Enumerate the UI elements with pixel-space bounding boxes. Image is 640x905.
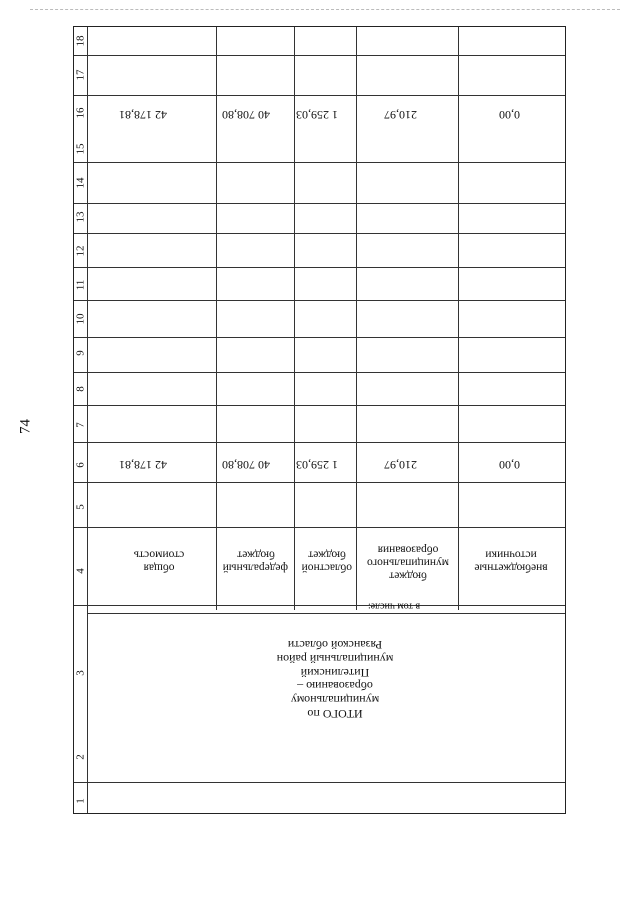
col-number: 7 — [74, 422, 87, 428]
col-divider — [87, 613, 565, 614]
col-number: 3 — [74, 670, 87, 676]
col-divider — [74, 95, 565, 96]
col-number: 9 — [74, 350, 87, 356]
col-number: 5 — [74, 504, 87, 510]
col-number: 6 — [74, 462, 87, 468]
col-divider — [74, 442, 565, 443]
col-divider — [74, 527, 565, 528]
col-number: 15 — [74, 143, 87, 155]
cell-col6: 210,97 — [384, 458, 417, 472]
cell-col6: 40 708,80 — [222, 458, 270, 472]
col-number: 11 — [74, 279, 87, 291]
col-divider — [74, 782, 565, 783]
col-number: 16 — [74, 107, 87, 119]
cell-col6: 0,00 — [499, 458, 520, 472]
col-divider — [74, 267, 565, 268]
col-number: 13 — [74, 211, 87, 223]
cell-col6: 42 178,81 — [119, 458, 167, 472]
total-title: ИТОГО по муниципальному образованию – Пителинский муниципальный район Рязанской области — [276, 637, 394, 721]
col-divider — [74, 55, 565, 56]
col-number: 8 — [74, 386, 87, 392]
row-label: внебюджетные источники — [474, 548, 548, 574]
col-divider — [74, 162, 565, 163]
col-divider — [74, 300, 565, 301]
row-label: общая стоимость — [133, 548, 185, 574]
scan-artifact — [30, 9, 620, 11]
col-number: 4 — [74, 568, 87, 574]
row-label: областной бюджет — [301, 548, 352, 574]
row-divider — [356, 27, 357, 610]
row-label: бюджет муниципального образования — [366, 543, 450, 582]
cell-col16: 40 708,80 — [222, 108, 270, 122]
budget-table — [73, 26, 566, 814]
cell-col6: 1 259,03 — [296, 458, 338, 472]
cell-col16: 0,00 — [499, 108, 520, 122]
col-number: 12 — [74, 245, 87, 257]
col-number: 18 — [74, 35, 87, 47]
col-number: 10 — [74, 313, 87, 325]
col-divider — [74, 337, 565, 338]
row-divider — [458, 27, 459, 610]
col-number: 17 — [74, 69, 87, 81]
col-number: 1 — [74, 798, 87, 804]
col-divider — [74, 372, 565, 373]
row-divider — [294, 27, 295, 610]
col-divider — [74, 233, 565, 234]
in-that-number-label: в том числе: — [367, 600, 421, 612]
page-number: 74 — [17, 419, 34, 434]
cell-col16: 42 178,81 — [119, 108, 167, 122]
col-number: 2 — [74, 754, 87, 760]
col-number: 14 — [74, 177, 87, 189]
row-divider — [87, 27, 88, 813]
col-divider — [74, 405, 565, 406]
col-divider — [74, 482, 565, 483]
row-divider — [216, 27, 217, 610]
row-label: федеральный бюджет — [222, 548, 288, 574]
col-divider — [74, 203, 565, 204]
cell-col16: 1 259,03 — [296, 108, 338, 122]
cell-col16: 210,97 — [384, 108, 417, 122]
